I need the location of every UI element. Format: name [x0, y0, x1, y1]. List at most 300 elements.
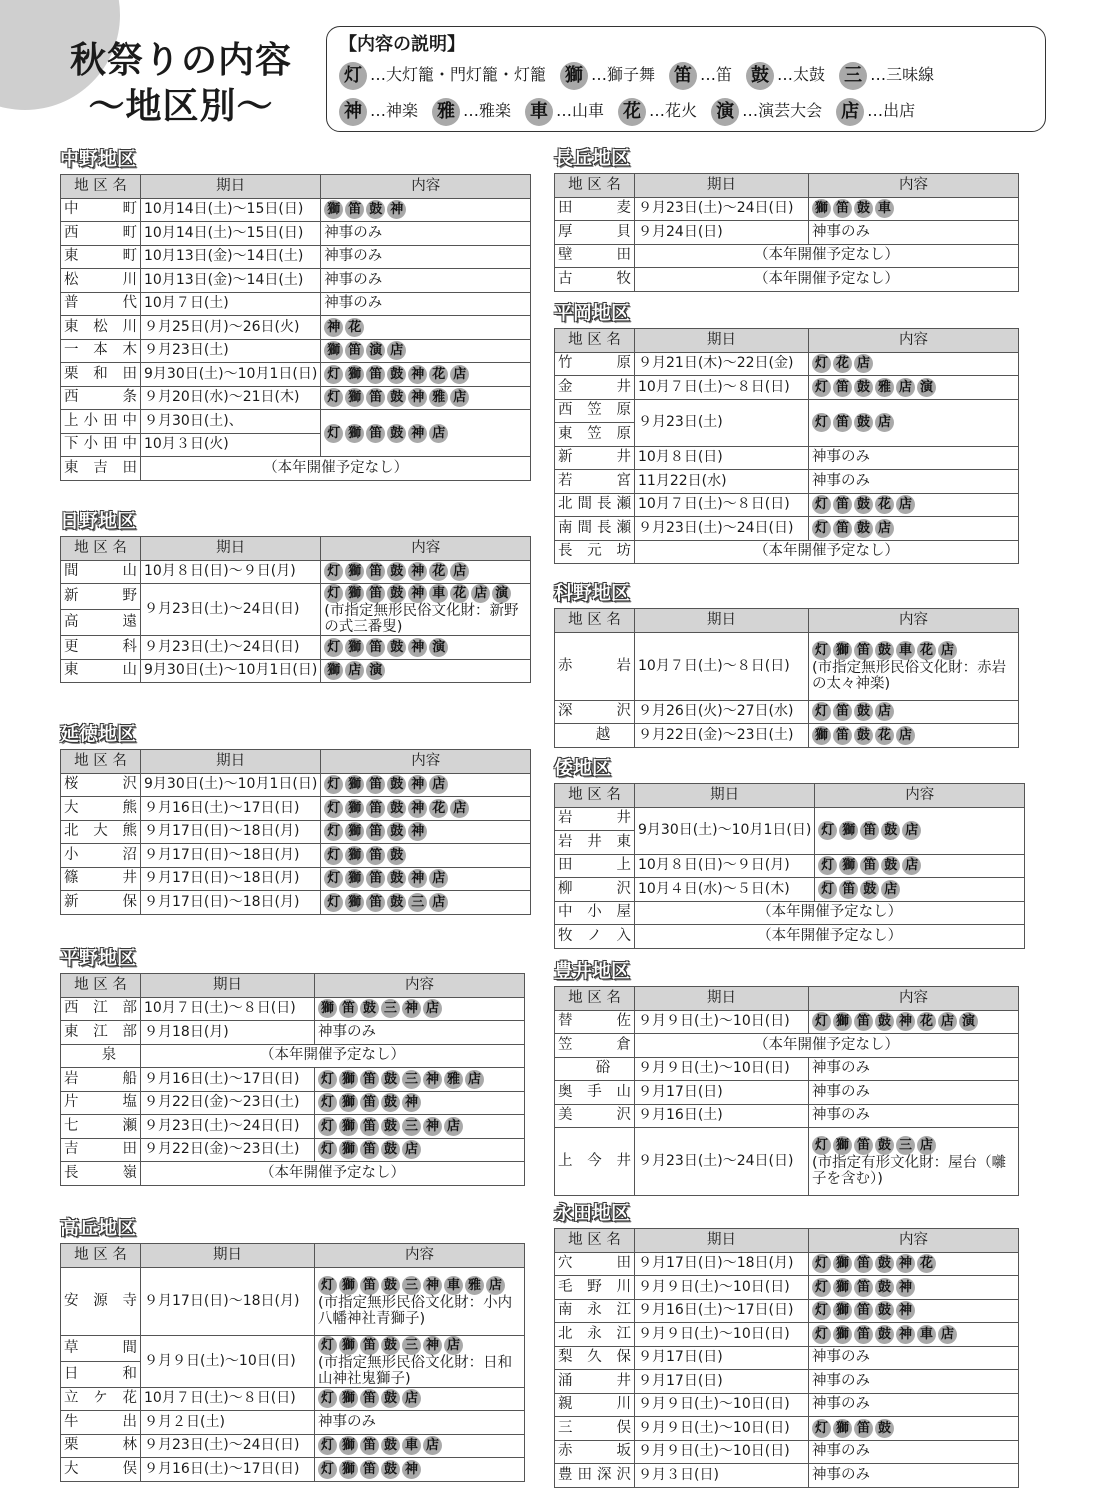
content-badge-灯: 灯 [812, 495, 831, 514]
festival-date: ９月18日(月) [141, 1021, 315, 1045]
content-badge-獅: 獅 [339, 1093, 358, 1112]
festival-content [321, 245, 531, 269]
festival-content [321, 797, 531, 821]
content-badge-笛: 笛 [860, 821, 879, 840]
content-badge-獅: 獅 [833, 1301, 852, 1320]
content-badge-店: 店 [429, 775, 448, 794]
content-badge-灯: 灯 [812, 702, 831, 721]
table-row [555, 1440, 1019, 1464]
content-badge-神: 神 [408, 638, 427, 657]
content-badge-笛: 笛 [360, 1140, 379, 1159]
header-content: 内容 [809, 987, 1019, 1011]
content-badge-灯: 灯 [324, 822, 343, 841]
content-badge-灯: 灯 [324, 846, 343, 865]
table-row [61, 292, 531, 316]
content-badge-獅: 獅 [839, 821, 858, 840]
content-badge-演: 演 [711, 98, 739, 126]
badge-line [818, 880, 1021, 899]
festival-content [321, 363, 531, 387]
content-badge-笛: 笛 [833, 199, 852, 218]
badge-line [812, 1419, 1015, 1438]
table-row [555, 632, 1019, 700]
festival-date: ９月23日(土)～24日(日) [141, 636, 321, 660]
content-text: 神事のみ [812, 223, 870, 240]
content-badge-獅: 獅 [339, 1070, 358, 1089]
festival-content [809, 724, 1019, 748]
content-badge-灯: 灯 [812, 1136, 831, 1155]
content-badge-鼓: 鼓 [381, 1093, 400, 1112]
district-name: 西笠原 [555, 399, 635, 423]
table-row [555, 1370, 1019, 1394]
district-name: 豊田深沢 [555, 1464, 635, 1488]
content-badge-灯: 灯 [324, 584, 343, 603]
table-row [555, 446, 1019, 470]
content-badge-獅: 獅 [833, 1278, 852, 1297]
festival-content [321, 584, 531, 636]
header-district-name: 地 区 名 [555, 987, 635, 1011]
badge-line [812, 519, 1015, 538]
district-name: 深沢 [555, 700, 635, 724]
content-badge-鼓: 鼓 [387, 638, 406, 657]
festival-content [321, 269, 531, 293]
district-table [554, 173, 1019, 292]
festival-content [809, 1299, 1019, 1323]
district-name: 牧ノ入 [555, 925, 635, 949]
district-name: 新保 [61, 891, 141, 915]
festival-date: ９月25日(月)～26日(火) [141, 316, 321, 340]
legend-desc: …太鼓 [777, 65, 826, 84]
badge-line [318, 1070, 521, 1089]
content-badge-鼓: 鼓 [381, 1389, 400, 1408]
district-name: 西江部 [61, 997, 141, 1021]
content-badge-笛: 笛 [366, 584, 385, 603]
table-row [61, 560, 531, 584]
legend-desc: …大灯籠・門灯籠・灯籠 [370, 65, 547, 84]
title-line-2: ～地区別～ [88, 86, 274, 127]
content-badge-鼓: 鼓 [381, 1336, 400, 1355]
festival-date: ９月23日(土)～24日(日) [635, 1128, 809, 1196]
section-entoku [60, 721, 531, 915]
district-name: 毛野川 [555, 1276, 635, 1300]
content-badge-雅: 雅 [875, 378, 894, 397]
festival-content [321, 867, 531, 891]
festival-date: ９月23日(土) [141, 339, 321, 363]
festival-date: 9月30日(土)～10月1日(日) [635, 807, 815, 854]
section-shinano [554, 580, 1019, 748]
section-toyoi [554, 958, 1019, 1196]
district-name: 金井 [555, 376, 635, 400]
festival-content [809, 399, 1019, 446]
table-row [555, 724, 1019, 748]
table-header-row [555, 174, 1019, 198]
header-content: 内容 [321, 175, 531, 199]
district-name: 上小田中 [61, 410, 141, 434]
festival-date: ９月９日(土)～10日(日) [635, 1417, 809, 1441]
table-row [555, 352, 1019, 376]
district-name: 下小田中 [61, 433, 141, 457]
content-badge-灯: 灯 [339, 62, 367, 90]
content-badge-笛: 笛 [366, 822, 385, 841]
content-text: 神事のみ [812, 1107, 870, 1124]
content-badge-店: 店 [938, 1325, 957, 1344]
festival-content [809, 352, 1019, 376]
content-badge-笛: 笛 [360, 1070, 379, 1089]
header-content: 内容 [815, 784, 1025, 808]
festival-content [809, 1346, 1019, 1370]
table-row [61, 1021, 525, 1045]
content-badge-灯: 灯 [818, 880, 837, 899]
content-badge-獅: 獅 [324, 341, 343, 360]
festival-content [315, 1068, 525, 1092]
legend-row [339, 93, 1033, 129]
badge-line [324, 799, 527, 818]
table-header-row [61, 974, 525, 998]
content-badge-鼓: 鼓 [875, 1301, 894, 1320]
district-name: 東山 [61, 659, 141, 683]
festival-date: 10月７日(土)～８日(日) [635, 376, 809, 400]
district-name: 北永江 [555, 1323, 635, 1347]
festival-date: ９月20日(水)～21日(木) [141, 386, 321, 410]
content-badge-店: 店 [875, 413, 894, 432]
district-name: 替佐 [555, 1010, 635, 1034]
table-row [555, 197, 1019, 221]
district-name: 松川 [61, 269, 141, 293]
table-header-row [555, 784, 1025, 808]
content-text: 神事のみ [812, 1083, 870, 1100]
content-badge-灯: 灯 [324, 893, 343, 912]
content-badge-灯: 灯 [324, 775, 343, 794]
content-badge-灯: 灯 [318, 1070, 337, 1089]
festival-date: ９月９日(土)～10日(日) [635, 1393, 809, 1417]
legend-item [339, 101, 418, 120]
table-row [61, 1162, 525, 1186]
header-date: 期日 [635, 784, 815, 808]
content-badge-笛: 笛 [360, 1117, 379, 1136]
festival-content [321, 820, 531, 844]
content-badge-灯: 灯 [318, 1336, 337, 1355]
section-title: 延徳地区 [60, 723, 137, 745]
district-name: 西町 [61, 222, 141, 246]
festival-content [809, 470, 1019, 494]
legend-desc: …花火 [649, 101, 698, 120]
festival-date: ９月16日(土)～17日(日) [141, 1068, 315, 1092]
header-date: 期日 [141, 750, 321, 774]
content-badge-神: 神 [408, 424, 427, 443]
district-name: 田上 [555, 854, 635, 878]
content-badge-雅: 雅 [465, 1276, 484, 1295]
district-name: 吉田 [61, 1138, 141, 1162]
content-badge-獅: 獅 [812, 199, 831, 218]
content-badge-鼓: 鼓 [860, 880, 879, 899]
table-row [61, 797, 531, 821]
festival-date: 9月30日(土)～10月1日(日) [141, 773, 321, 797]
header-content: 内容 [809, 329, 1019, 353]
festival-content [315, 1335, 525, 1387]
district-table [60, 536, 531, 683]
content-badge-店: 店 [429, 893, 448, 912]
content-badge-鼓: 鼓 [875, 1278, 894, 1297]
festival-date: ９月30日(土)、 [141, 410, 321, 434]
festival-content [809, 1104, 1019, 1128]
festival-date: ９月９日(土)～10日(日) [635, 1276, 809, 1300]
content-badge-獅: 獅 [833, 1254, 852, 1273]
content-badge-笛: 笛 [360, 1093, 379, 1112]
table-row [61, 820, 531, 844]
district-name: 日和 [61, 1361, 141, 1387]
festival-content [809, 1393, 1019, 1417]
table-row [555, 1323, 1019, 1347]
district-table [60, 749, 531, 915]
festival-date: ９月９日(土)～10日(日) [635, 1057, 809, 1081]
district-name: 普代 [61, 292, 141, 316]
content-badge-神: 神 [408, 869, 427, 888]
content-badge-店: 店 [875, 702, 894, 721]
content-text: 神事のみ [324, 248, 383, 265]
content-badge-鼓: 鼓 [854, 413, 873, 432]
content-badge-笛: 笛 [345, 341, 364, 360]
badge-line [318, 1460, 521, 1479]
legend-item [711, 101, 822, 120]
content-badge-獅: 獅 [560, 62, 588, 90]
content-badge-店: 店 [345, 661, 364, 680]
festival-content [321, 636, 531, 660]
badge-line [812, 1254, 1015, 1273]
badge-line [324, 318, 527, 337]
legend-item [560, 65, 655, 84]
page-title [56, 38, 306, 130]
legend-item [618, 101, 697, 120]
district-name: 柳沢 [555, 878, 635, 902]
legend-desc: …演芸大会 [742, 101, 823, 120]
content-badge-神: 神 [423, 1336, 442, 1355]
festival-content [809, 1417, 1019, 1441]
section-title: 倭地区 [554, 757, 612, 779]
section-takaoka [60, 1215, 525, 1482]
content-badge-獅: 獅 [345, 846, 364, 865]
district-name: 竹原 [555, 352, 635, 376]
content-badge-花: 花 [917, 1254, 936, 1273]
district-name: 赤岩 [555, 632, 635, 700]
badge-line [324, 200, 527, 219]
content-badge-灯: 灯 [318, 1460, 337, 1479]
district-table [60, 174, 531, 481]
content-badge-三: 三 [402, 1336, 421, 1355]
header-district-name: 地 区 名 [61, 537, 141, 561]
content-badge-店: 店 [465, 1070, 484, 1089]
content-badge-獅: 獅 [345, 775, 364, 794]
district-name: 東江部 [61, 1021, 141, 1045]
table-row [555, 244, 1019, 268]
legend-heading: 【内容の説明】 [339, 34, 465, 55]
content-badge-神: 神 [896, 1325, 915, 1344]
header-content: 内容 [315, 974, 525, 998]
table-row [555, 925, 1025, 949]
content-badge-店: 店 [854, 354, 873, 373]
table-row [61, 584, 531, 610]
content-badge-鼓: 鼓 [387, 775, 406, 794]
content-text: (市指定無形民俗文化財：赤岩の太々神楽) [812, 659, 1007, 692]
section-title: 永田地区 [554, 1202, 631, 1224]
content-text: (市指定無形民俗文化財：日和山神社鬼獅子) [318, 1354, 513, 1387]
content-badge-店: 店 [471, 584, 490, 603]
content-badge-笛: 笛 [366, 388, 385, 407]
legend-item [836, 101, 915, 120]
legend-desc: …獅子舞 [591, 65, 656, 84]
content-badge-店: 店 [486, 1276, 505, 1295]
content-text: 神事のみ [812, 1396, 870, 1413]
content-badge-灯: 灯 [812, 354, 831, 373]
festival-date: ９月23日(土) [635, 399, 809, 446]
content-badge-店: 店 [902, 821, 921, 840]
content-badge-鼓: 鼓 [875, 1012, 894, 1031]
badge-line [318, 1336, 521, 1355]
content-badge-鼓: 鼓 [387, 424, 406, 443]
content-text: 神事のみ [324, 295, 383, 312]
district-table [554, 328, 1019, 564]
table-header-row [555, 329, 1019, 353]
table-row [61, 1335, 525, 1361]
festival-content [315, 1411, 525, 1435]
content-badge-鼓: 鼓 [854, 726, 873, 745]
content-badge-灯: 灯 [318, 1276, 337, 1295]
content-badge-車: 車 [402, 1436, 421, 1455]
festival-content [321, 316, 531, 340]
content-badge-笛: 笛 [833, 495, 852, 514]
content-badge-神: 神 [896, 1012, 915, 1031]
table-row [61, 1458, 525, 1482]
district-name: 篠井 [61, 867, 141, 891]
content-badge-灯: 灯 [318, 1117, 337, 1136]
content-badge-鼓: 鼓 [387, 822, 406, 841]
table-row [61, 386, 531, 410]
table-row [555, 540, 1019, 564]
district-name: 岩井東 [555, 831, 635, 855]
content-badge-鼓: 鼓 [360, 999, 379, 1018]
festival-content [809, 197, 1019, 221]
table-header-row [61, 750, 531, 774]
content-badge-鼓: 鼓 [366, 200, 385, 219]
section-title: 平岡地区 [554, 302, 631, 324]
content-badge-灯: 灯 [812, 413, 831, 432]
festival-date: ９月９日(土)～10日(日) [141, 1335, 315, 1387]
not-held-note: （本年開催予定なし） [635, 244, 1019, 268]
content-badge-灯: 灯 [812, 1301, 831, 1320]
festival-date: ９月17日(日)～18日(月) [141, 844, 321, 868]
content-badge-店: 店 [450, 365, 469, 384]
festival-date: ９月９日(土)～10日(日) [635, 1323, 809, 1347]
festival-content [809, 1128, 1019, 1196]
content-badge-車: 車 [896, 641, 915, 660]
not-held-note: （本年開催予定なし） [635, 1034, 1019, 1058]
district-name: 南間長瀬 [555, 517, 635, 541]
content-text: (市指定無形民俗文化財：小内八幡神社青獅子) [318, 1294, 513, 1327]
festival-content [809, 1440, 1019, 1464]
content-badge-鼓: 鼓 [387, 388, 406, 407]
header-district-name: 地 区 名 [555, 784, 635, 808]
legend-desc: …出店 [867, 101, 916, 120]
header-district-name: 地 区 名 [555, 609, 635, 633]
badge-line [812, 413, 1015, 432]
badge-line [324, 638, 527, 657]
table-row [61, 339, 531, 363]
district-name: 東吉田 [61, 457, 141, 481]
content-badge-花: 花 [450, 584, 469, 603]
content-badge-花: 花 [917, 1012, 936, 1031]
not-held-note: （本年開催予定なし） [635, 901, 1025, 925]
content-badge-鼓: 鼓 [881, 821, 900, 840]
header-date: 期日 [635, 609, 809, 633]
table-row [555, 517, 1019, 541]
table-row [61, 636, 531, 660]
content-badge-神: 神 [423, 1276, 442, 1295]
header-date: 期日 [635, 1229, 809, 1253]
table-header-row [555, 609, 1019, 633]
content-badge-店: 店 [902, 856, 921, 875]
table-row [61, 1044, 525, 1068]
content-badge-店: 店 [429, 424, 448, 443]
badge-line [812, 199, 1015, 218]
content-badge-灯: 灯 [324, 869, 343, 888]
festival-content [809, 1010, 1019, 1034]
header-content: 内容 [809, 174, 1019, 198]
table-row [61, 1434, 525, 1458]
district-name: 中町 [61, 198, 141, 222]
content-badge-灯: 灯 [318, 1389, 337, 1408]
festival-date: ９月２日(土) [141, 1411, 315, 1435]
festival-content [809, 1276, 1019, 1300]
festival-content [809, 1323, 1019, 1347]
district-name: 栗林 [61, 1434, 141, 1458]
district-name: 小沼 [61, 844, 141, 868]
table-row [61, 773, 531, 797]
festival-content [315, 1115, 525, 1139]
content-badge-笛: 笛 [833, 702, 852, 721]
content-badge-演: 演 [959, 1012, 978, 1031]
badge-line [324, 341, 527, 360]
content-badge-神: 神 [896, 1278, 915, 1297]
content-badge-神: 神 [408, 562, 427, 581]
header-district-name: 地 区 名 [61, 175, 141, 199]
content-badge-演: 演 [917, 378, 936, 397]
header-district-name: 地 区 名 [61, 974, 141, 998]
table-row [61, 198, 531, 222]
section-hiraoka [554, 300, 1019, 564]
legend-desc: …山車 [556, 101, 605, 120]
content-badge-店: 店 [938, 1012, 957, 1031]
festival-date: ９月16日(土)～17日(日) [141, 1458, 315, 1482]
festival-content [321, 339, 531, 363]
content-badge-鼓: 鼓 [381, 1460, 400, 1479]
festival-content [315, 1434, 525, 1458]
table-row [61, 457, 531, 481]
table-row [555, 700, 1019, 724]
table-row [555, 1417, 1019, 1441]
section-hirano [60, 945, 525, 1186]
festival-date: ９月17日(日)～18日(月) [635, 1252, 809, 1276]
badge-line [812, 1325, 1015, 1344]
badge-line [318, 1093, 521, 1112]
content-badge-笛: 笛 [366, 424, 385, 443]
header-content: 内容 [809, 609, 1019, 633]
table-row [555, 901, 1025, 925]
content-badge-笛: 笛 [360, 1336, 379, 1355]
badge-line [324, 869, 527, 888]
legend-rows [339, 57, 1033, 129]
content-badge-笛: 笛 [854, 1012, 873, 1031]
content-badge-神: 神 [408, 822, 427, 841]
content-badge-鼓: 鼓 [854, 199, 873, 218]
header-date: 期日 [635, 329, 809, 353]
